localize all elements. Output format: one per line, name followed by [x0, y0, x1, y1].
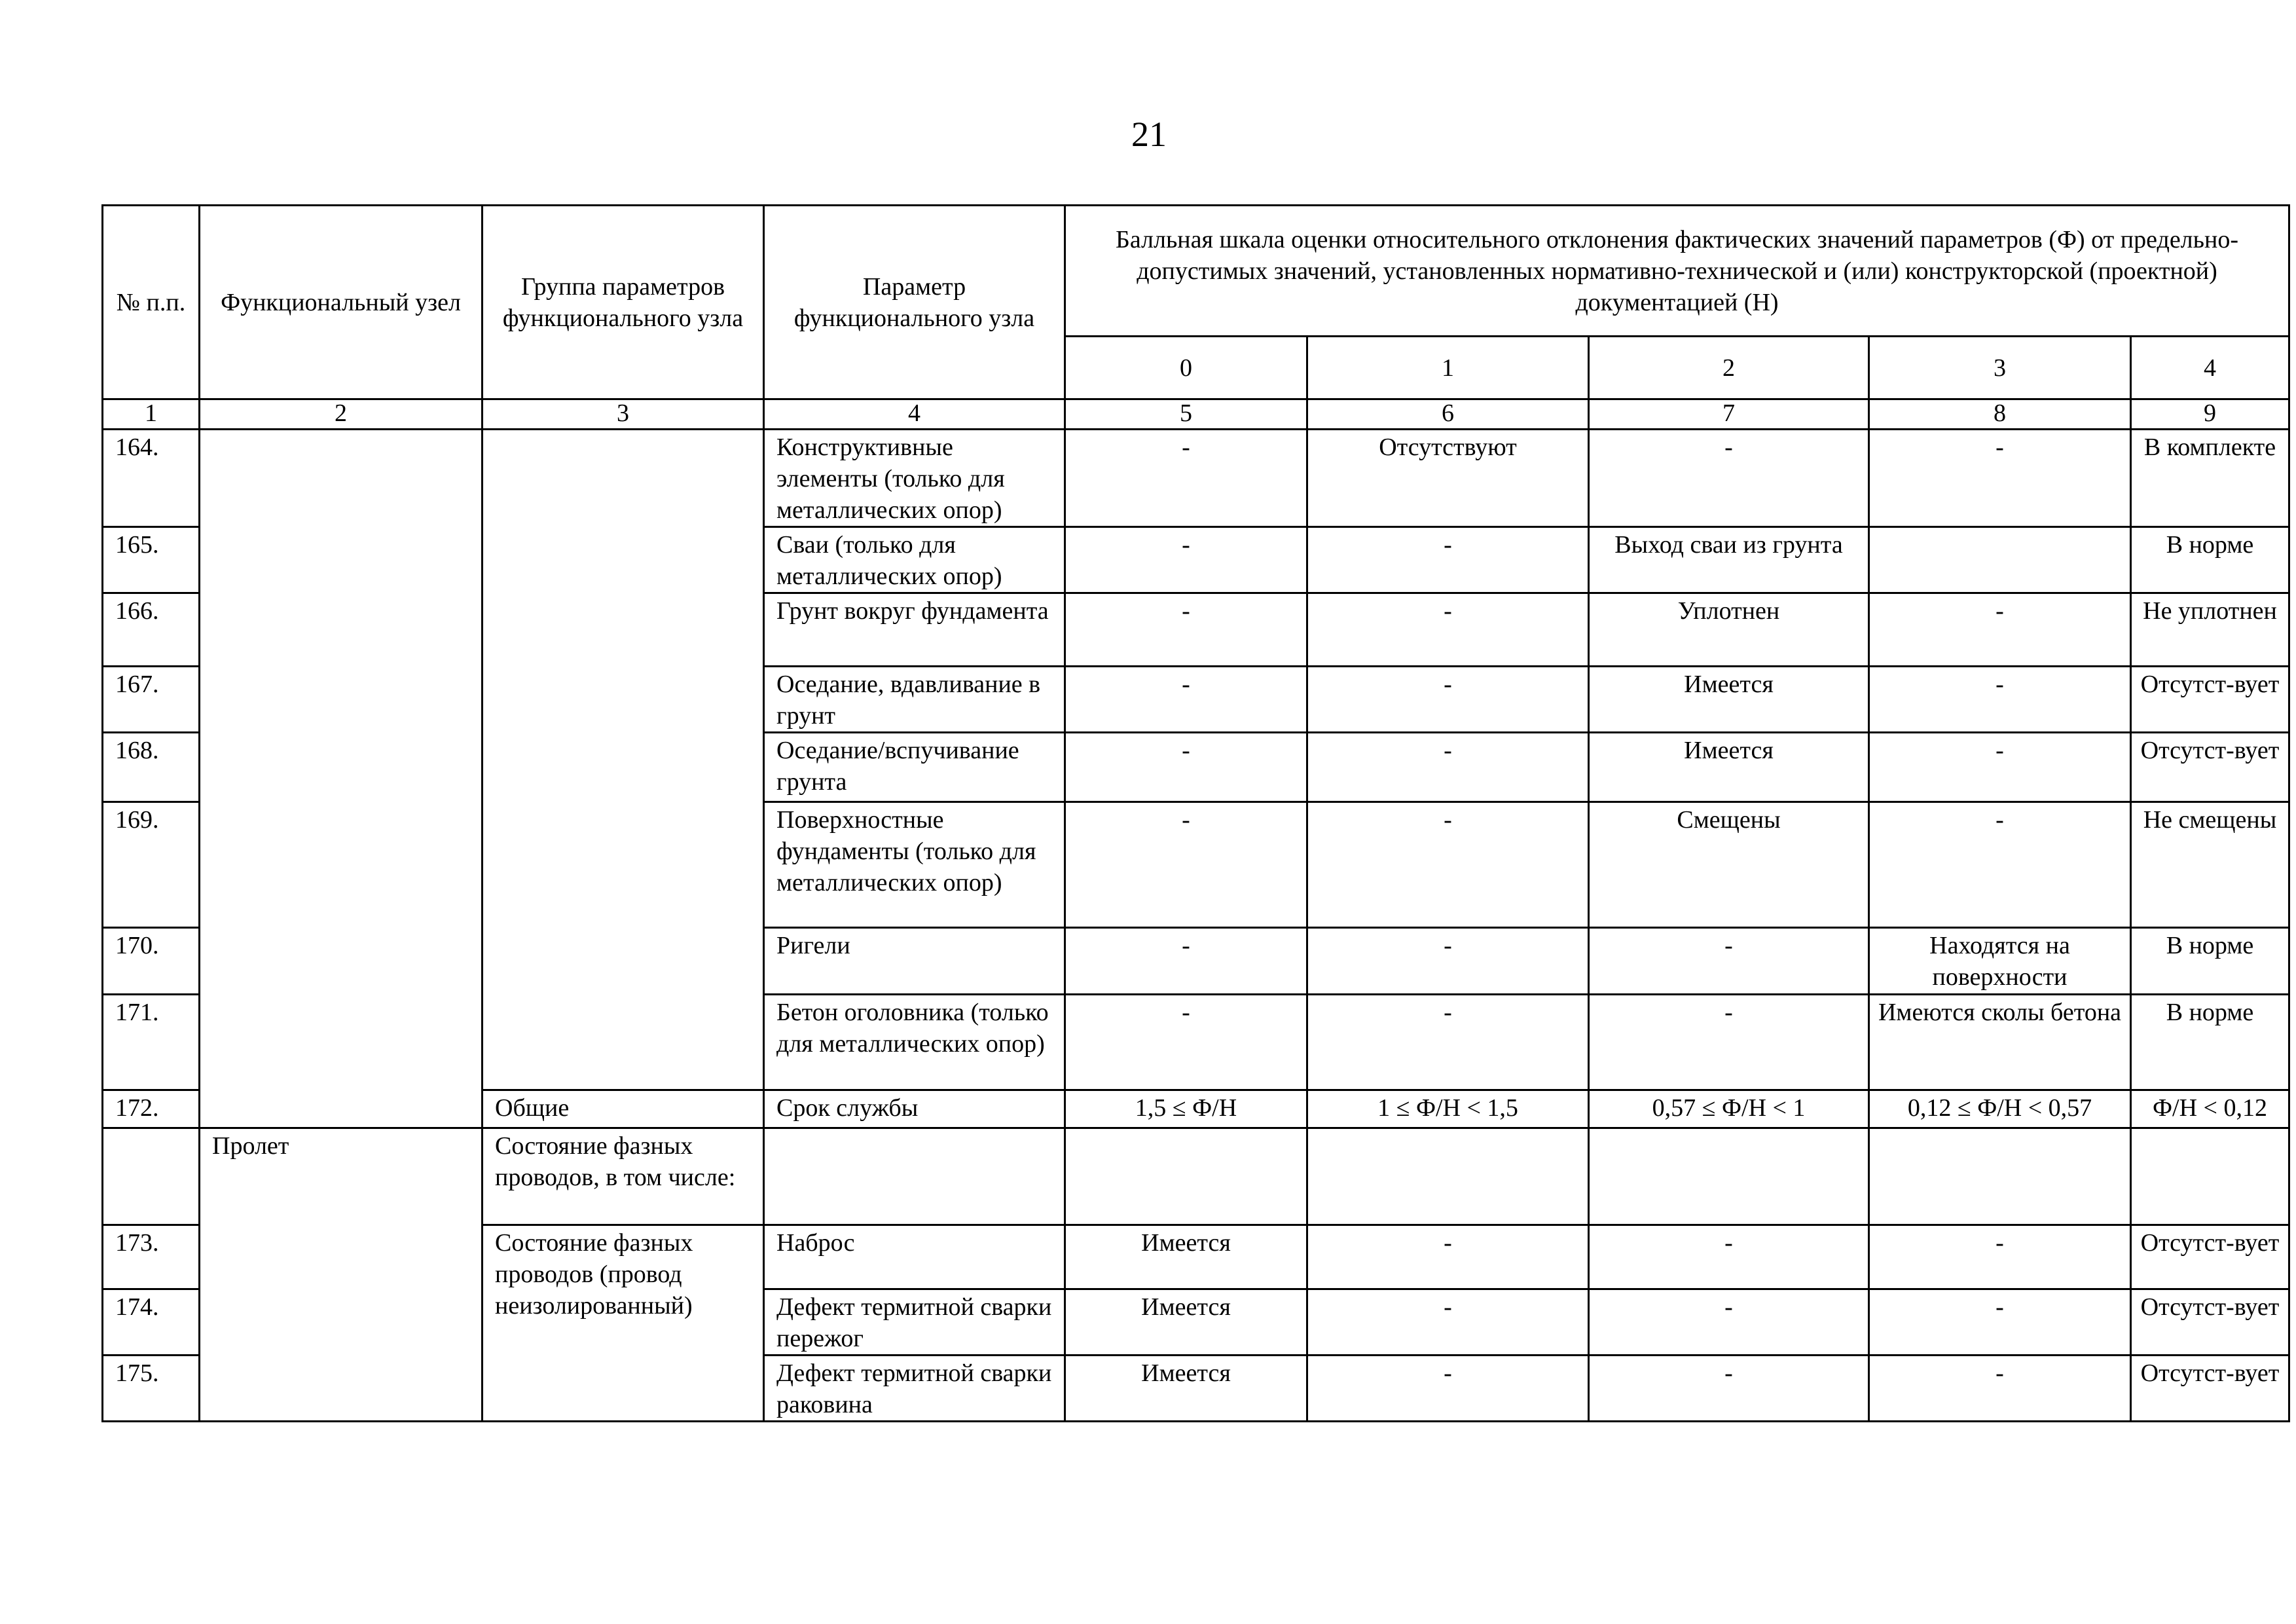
row-number: 170.: [103, 928, 200, 995]
header-row: [103, 206, 2289, 337]
score-2-cell: -: [1589, 430, 1869, 527]
score-4-cell: Не уплотнен: [2131, 593, 2289, 667]
score-2-cell: Выход сваи из грунта: [1589, 527, 1869, 593]
node-cell: Пролет: [200, 1128, 483, 1422]
row-number: 165.: [103, 527, 200, 593]
group-cell: Общие: [483, 1090, 764, 1128]
score-0-cell: [1065, 1128, 1307, 1225]
header-col-scale: Балльная шкала оценки относительного отклонения фактических значений параметров (Ф) от предельно-допустимых значений, установленных нормативно-технической и (или) конструкторской (проектной) документацией (Н): [1065, 206, 2289, 337]
score-3-cell: 0,12 ≤ Ф/Н < 0,57: [1869, 1090, 2131, 1128]
group-cell: Состояние фазных проводов (провод неизолированный): [483, 1225, 764, 1422]
score-1-cell: [1307, 1128, 1589, 1225]
score-3-cell: -: [1869, 802, 2131, 928]
row-number: 173.: [103, 1225, 200, 1289]
score-0-cell: -: [1065, 430, 1307, 527]
score-3-cell: Находятся на поверхности: [1869, 928, 2131, 995]
column-number: 1: [103, 399, 200, 430]
param-cell: Ригели: [764, 928, 1065, 995]
score-1-cell: -: [1307, 802, 1589, 928]
row-number: 164.: [103, 430, 200, 527]
score-4-cell: Отсутст-вует: [2131, 1289, 2289, 1356]
score-2-cell: -: [1589, 928, 1869, 995]
score-1-cell: -: [1307, 667, 1589, 733]
param-cell: Дефект термитной сварки раковина: [764, 1356, 1065, 1422]
score-3-cell: -: [1869, 430, 2131, 527]
param-cell: Наброс: [764, 1225, 1065, 1289]
score-2-cell: Смещены: [1589, 802, 1869, 928]
header-col-param: Параметр функционального узла: [764, 206, 1065, 399]
score-2-cell: Уплотнен: [1589, 593, 1869, 667]
assessment-table: [101, 204, 2290, 1422]
column-numbers-row: [103, 399, 2289, 430]
score-0-cell: Имеется: [1065, 1356, 1307, 1422]
score-0-cell: -: [1065, 995, 1307, 1090]
score-2-cell: -: [1589, 995, 1869, 1090]
score-3-cell: -: [1869, 1289, 2131, 1356]
score-3-cell: -: [1869, 667, 2131, 733]
score-2-cell: -: [1589, 1356, 1869, 1422]
table-row: [103, 430, 2289, 527]
param-cell: Оседание/вспучивание грунта: [764, 733, 1065, 802]
param-cell: Сваи (только для металлических опор): [764, 527, 1065, 593]
group-cell: [483, 430, 764, 1090]
score-4-cell: Не смещены: [2131, 802, 2289, 928]
row-number: [103, 1128, 200, 1225]
score-4-cell: [2131, 1128, 2289, 1225]
column-number: 3: [483, 399, 764, 430]
node-cell: [200, 430, 483, 1128]
score-1-cell: -: [1307, 593, 1589, 667]
row-number: 167.: [103, 667, 200, 733]
score-4-cell: Отсутст-вует: [2131, 1356, 2289, 1422]
column-number: 5: [1065, 399, 1307, 430]
score-header: 1: [1307, 337, 1589, 399]
score-2-cell: [1589, 1128, 1869, 1225]
header-col-group: Группа параметров функционального узла: [483, 206, 764, 399]
row-number: 172.: [103, 1090, 200, 1128]
row-number: 169.: [103, 802, 200, 928]
score-4-cell: Отсутст-вует: [2131, 667, 2289, 733]
score-3-cell: Имеются сколы бетона: [1869, 995, 2131, 1090]
row-number: 171.: [103, 995, 200, 1090]
param-cell: Конструктивные элементы (только для металлических опор): [764, 430, 1065, 527]
score-1-cell: -: [1307, 995, 1589, 1090]
score-4-cell: В норме: [2131, 928, 2289, 995]
row-number: 175.: [103, 1356, 200, 1422]
score-0-cell: Имеется: [1065, 1225, 1307, 1289]
score-1-cell: -: [1307, 733, 1589, 802]
score-1-cell: -: [1307, 527, 1589, 593]
score-2-cell: 0,57 ≤ Ф/Н < 1: [1589, 1090, 1869, 1128]
page-number: 21: [1131, 115, 1167, 154]
column-number: 8: [1869, 399, 2131, 430]
column-number: 2: [200, 399, 483, 430]
score-3-cell: [1869, 527, 2131, 593]
group-cell: Состояние фазных проводов, в том числе:: [483, 1128, 764, 1225]
score-header: 2: [1589, 337, 1869, 399]
param-cell: [764, 1128, 1065, 1225]
score-0-cell: -: [1065, 667, 1307, 733]
score-4-cell: В комплекте: [2131, 430, 2289, 527]
param-cell: Дефект термитной сварки пережог: [764, 1289, 1065, 1356]
score-4-cell: Отсутст-вует: [2131, 1225, 2289, 1289]
row-number: 166.: [103, 593, 200, 667]
column-number: 4: [764, 399, 1065, 430]
column-number: 9: [2131, 399, 2289, 430]
score-4-cell: В норме: [2131, 995, 2289, 1090]
score-0-cell: -: [1065, 802, 1307, 928]
score-3-cell: -: [1869, 1225, 2131, 1289]
row-number: 168.: [103, 733, 200, 802]
score-1-cell: 1 ≤ Ф/Н < 1,5: [1307, 1090, 1589, 1128]
header-col-node: Функциональный узел: [200, 206, 483, 399]
score-0-cell: -: [1065, 928, 1307, 995]
score-0-cell: -: [1065, 527, 1307, 593]
score-3-cell: -: [1869, 593, 2131, 667]
score-3-cell: [1869, 1128, 2131, 1225]
score-header: 0: [1065, 337, 1307, 399]
score-1-cell: Отсутствуют: [1307, 430, 1589, 527]
score-2-cell: -: [1589, 1289, 1869, 1356]
table-row: [103, 1128, 2289, 1225]
score-header: 4: [2131, 337, 2289, 399]
score-4-cell: Отсутст-вует: [2131, 733, 2289, 802]
score-0-cell: 1,5 ≤ Ф/Н: [1065, 1090, 1307, 1128]
score-3-cell: -: [1869, 733, 2131, 802]
score-1-cell: -: [1307, 1356, 1589, 1422]
param-cell: Срок службы: [764, 1090, 1065, 1128]
column-number: 7: [1589, 399, 1869, 430]
column-number: 6: [1307, 399, 1589, 430]
header-col-no: № п.п.: [103, 206, 200, 399]
param-cell: Поверхностные фундаменты (только для металлических опор): [764, 802, 1065, 928]
score-2-cell: -: [1589, 1225, 1869, 1289]
score-3-cell: -: [1869, 1356, 2131, 1422]
param-cell: Оседание, вдавливание в грунт: [764, 667, 1065, 733]
score-2-cell: Имеется: [1589, 667, 1869, 733]
score-4-cell: В норме: [2131, 527, 2289, 593]
param-cell: Грунт вокруг фундамента: [764, 593, 1065, 667]
score-0-cell: Имеется: [1065, 1289, 1307, 1356]
row-number: 174.: [103, 1289, 200, 1356]
score-1-cell: -: [1307, 928, 1589, 995]
score-4-cell: Ф/Н < 0,12: [2131, 1090, 2289, 1128]
score-1-cell: -: [1307, 1225, 1589, 1289]
score-2-cell: Имеется: [1589, 733, 1869, 802]
score-1-cell: -: [1307, 1289, 1589, 1356]
score-0-cell: -: [1065, 593, 1307, 667]
score-header: 3: [1869, 337, 2131, 399]
param-cell: Бетон оголовника (только для металлических опор): [764, 995, 1065, 1090]
score-0-cell: -: [1065, 733, 1307, 802]
